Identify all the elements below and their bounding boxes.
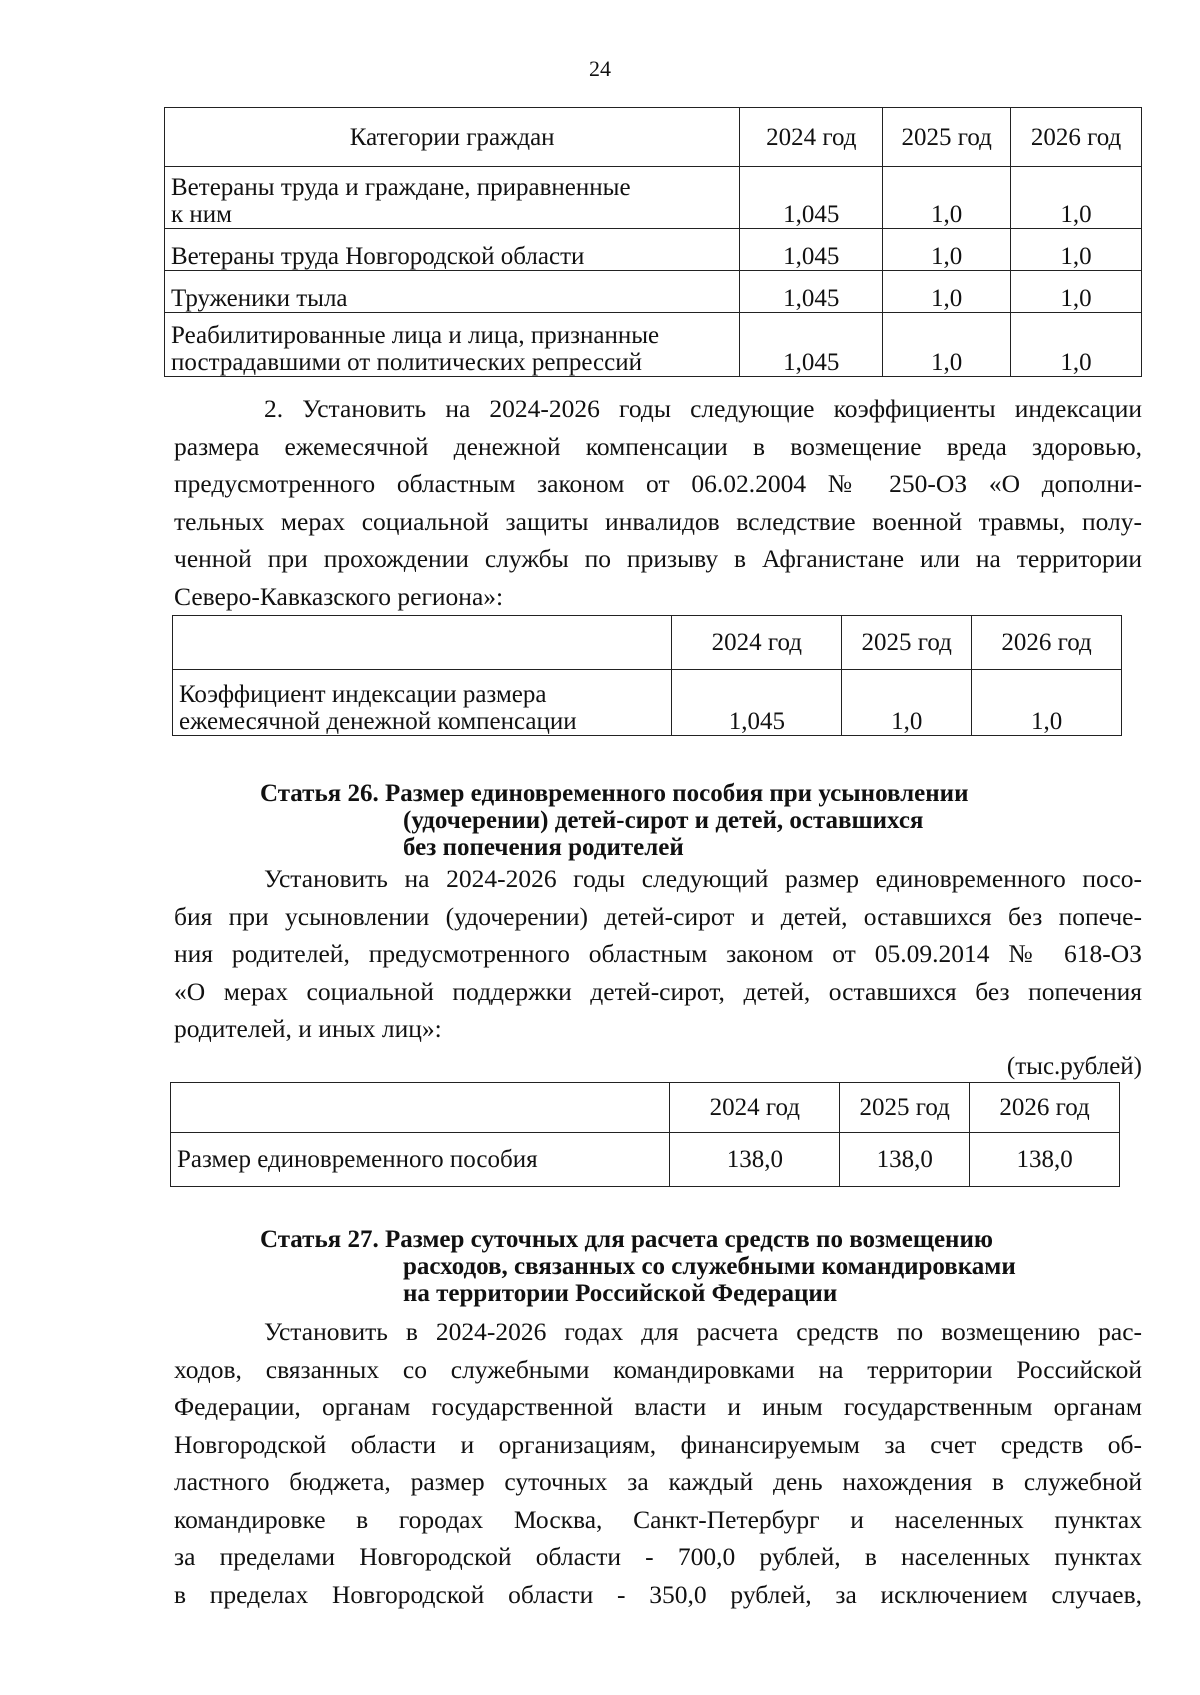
paragraph-line: ченной при прохождении службы по призыву в Афганистане или на территории	[174, 544, 1142, 573]
value-cell: 1,0	[1011, 271, 1142, 313]
heading-line: на территории Российской Федерации	[403, 1280, 838, 1307]
paragraph-line: в пределах Новгородской области - 350,0 рублей, за исключением случаев,	[174, 1579, 1142, 1609]
value-cell: 138,0	[840, 1133, 970, 1187]
paragraph-line: Федерации, органам государственной власти и иным государственным органам	[174, 1392, 1142, 1421]
table-row	[173, 670, 1122, 736]
table-header-row	[165, 108, 1142, 167]
row-label-line: ежемесячной денежной компенсации	[179, 708, 577, 735]
header-cell	[171, 1083, 670, 1133]
header-cell: 2026 год	[1011, 108, 1142, 167]
heading-line: без попечения родителей	[403, 834, 684, 861]
header-cell: 2025 год	[883, 108, 1011, 167]
value-cell: 1,0	[883, 229, 1011, 271]
heading-line: (удочерении) детей-сирот и детей, оставшихся	[403, 807, 924, 834]
value-cell: 138,0	[970, 1133, 1120, 1187]
paragraph-line: предусмотренного областным законом от 06.02.2004 № 250-ОЗ «О дополни-	[174, 469, 1142, 498]
heading-line: Статья 27. Размер суточных для расчета средств по возмещению	[260, 1226, 993, 1253]
article-27-paragraph	[174, 1313, 1142, 1613]
row-label	[173, 670, 672, 736]
value-cell: 138,0	[670, 1133, 840, 1187]
value-cell: 1,045	[740, 229, 883, 271]
value-cell: 1,0	[972, 670, 1122, 736]
row-label: Ветераны труда Новгородской области	[165, 229, 740, 271]
table-row	[165, 229, 1142, 271]
header-cell: 2024 год	[740, 108, 883, 167]
header-cell	[173, 616, 672, 670]
paragraph-line: ния родителей, предусмотренного областным законом от 05.09.2014 № 618-ОЗ	[174, 939, 1142, 968]
paragraph-line: ходов, связанных со служебными командировками на территории Российской	[174, 1354, 1142, 1384]
row-label-line: Реабилитированные лица и лица, признанные	[171, 322, 660, 349]
paragraph-line: Установить на 2024-2026 годы следующий размер единовременного посо-	[264, 864, 1142, 893]
value-cell: 1,045	[672, 670, 842, 736]
article-26-heading	[260, 780, 1160, 861]
paragraph-line: тельных мерах социальной защиты инвалидов вследствие военной травмы, полу-	[174, 506, 1142, 536]
heading-line: Статья 26. Размер единовременного пособия при усыновлении	[260, 780, 969, 807]
indexation-table-categories	[164, 107, 1142, 377]
value-cell: 1,045	[740, 167, 883, 229]
header-cell: 2024 год	[672, 616, 842, 670]
value-cell: 1,0	[842, 670, 972, 736]
paragraph-line: размера ежемесячной денежной компенсации в возмещение вреда здоровью,	[174, 431, 1142, 461]
row-label: Размер единовременного пособия	[171, 1133, 670, 1187]
value-cell: 1,0	[1011, 167, 1142, 229]
article-27-heading	[260, 1226, 1160, 1307]
paragraph-line: родителей, и иных лиц»:	[174, 1014, 442, 1043]
value-cell: 1,045	[740, 271, 883, 313]
table-row	[165, 167, 1142, 229]
lump-sum-allowance-table	[170, 1082, 1120, 1187]
paragraph-line: ластного бюджета, размер суточных за каждый день нахождения в служебной	[174, 1467, 1142, 1496]
row-label-line: пострадавшими от политических репрессий	[171, 349, 642, 376]
paragraph-line: Установить в 2024-2026 годах для расчета средств по возмещению рас-	[264, 1317, 1142, 1346]
unit-label: (тыс.рублей)	[1006, 1053, 1142, 1080]
row-label-line: Ветераны труда и граждане, приравненные	[171, 174, 631, 201]
row-label	[165, 167, 740, 229]
table-row	[171, 1133, 1120, 1187]
paragraph-line: 2. Установить на 2024-2026 годы следующие коэффициенты индексации	[264, 394, 1142, 423]
header-cell: 2026 год	[970, 1083, 1120, 1133]
paragraph-line: бия при усыновлении (удочерении) детей-сирот и детей, оставшихся без попече-	[174, 901, 1142, 931]
header-cell: 2025 год	[840, 1083, 970, 1133]
paragraph-line: Северо-Кавказского региона»:	[174, 581, 504, 611]
paragraph-line: «О мерах социальной поддержки детей-сирот, детей, оставшихся без попечения	[174, 976, 1142, 1006]
section-2-paragraph	[174, 390, 1142, 615]
table-row	[165, 313, 1142, 377]
header-cell: 2024 год	[670, 1083, 840, 1133]
header-cell: Категории граждан	[165, 108, 740, 167]
value-cell: 1,0	[883, 167, 1011, 229]
page-number: 24	[589, 56, 611, 81]
value-cell: 1,045	[740, 313, 883, 377]
article-26-paragraph	[174, 860, 1142, 1048]
paragraph-line: командировке в городах Москва, Санкт-Петербург и населенных пунктах	[174, 1504, 1142, 1534]
row-label	[165, 313, 740, 377]
paragraph-line: Новгородской области и организациям, финансируемым за счет средств об-	[174, 1429, 1142, 1459]
table-header-row	[171, 1083, 1120, 1133]
header-cell: 2025 год	[842, 616, 972, 670]
value-cell: 1,0	[1011, 313, 1142, 377]
value-cell: 1,0	[1011, 229, 1142, 271]
value-cell: 1,0	[883, 271, 1011, 313]
value-cell: 1,0	[883, 313, 1011, 377]
row-label: Труженики тыла	[165, 271, 740, 313]
paragraph-line: за пределами Новгородской области - 700,0 рублей, в населенных пунктах	[174, 1542, 1142, 1571]
table-header-row	[173, 616, 1122, 670]
row-label-line: к ним	[171, 201, 232, 228]
heading-line: расходов, связанных со служебными командировками	[403, 1253, 1016, 1280]
indexation-table-compensation	[172, 615, 1122, 736]
header-cell: 2026 год	[972, 616, 1122, 670]
table-row	[165, 271, 1142, 313]
row-label-line: Коэффициент индексации размера	[179, 681, 547, 708]
